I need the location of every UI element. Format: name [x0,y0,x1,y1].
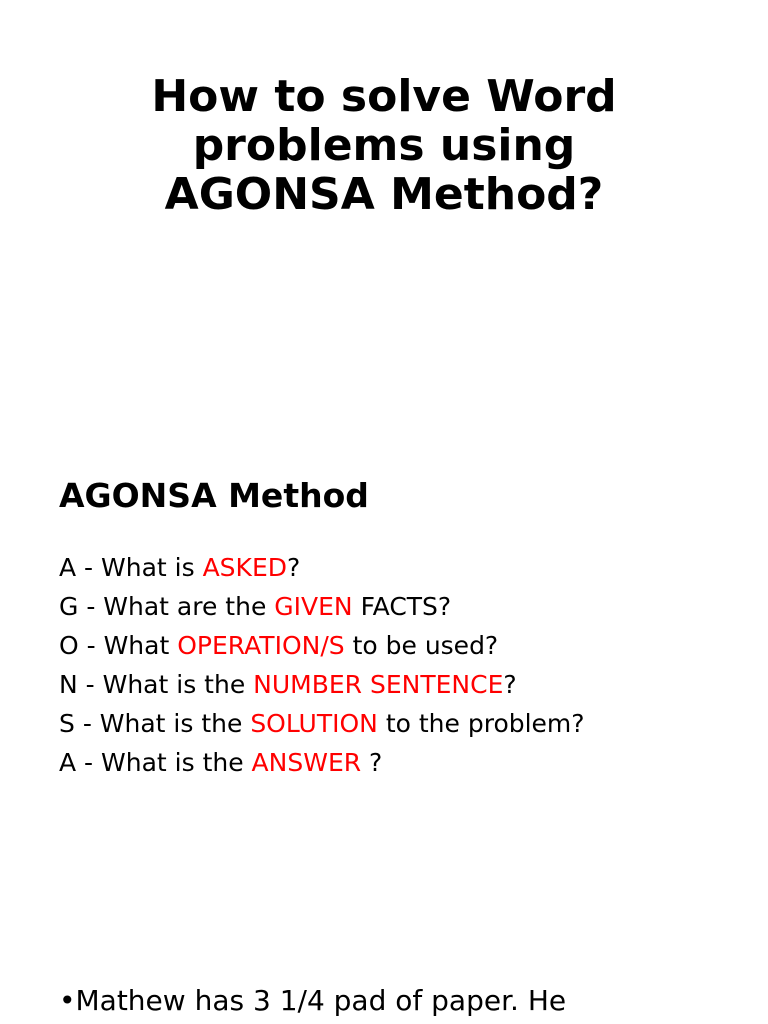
slide-title [0,72,768,219]
step-suffix: ? [361,748,383,777]
step-keyword: SOLUTION [250,709,378,738]
step-answer [59,743,585,782]
step-asked [59,548,585,587]
step-keyword: ASKED [202,553,287,582]
step-prefix: A - What is the [59,748,252,777]
slide-title-line-3: AGONSA Method? [164,169,604,220]
step-keyword: ANSWER [251,748,362,777]
step-suffix: ? [503,670,517,699]
section-heading: AGONSA Method [59,476,369,515]
step-prefix: S - What is the [59,709,251,738]
step-suffix: ? [287,553,301,582]
step-solution [59,704,585,743]
step-suffix: to be used? [344,631,499,660]
step-suffix: to the problem? [377,709,585,738]
step-given [59,587,585,626]
step-prefix: O - What [59,631,178,660]
step-operation [59,626,585,665]
step-suffix: FACTS? [352,592,452,621]
step-keyword: NUMBER SENTENCE [253,670,504,699]
step-keyword: GIVEN [274,592,353,621]
step-number-sentence [59,665,585,704]
step-prefix: G - What are the [59,592,275,621]
step-keyword: OPERATION/S [177,631,345,660]
word-problem-text: •Mathew has 3 1/4 pad of paper. He [59,984,567,1017]
slide-title-line-2: problems using [192,120,576,171]
slide-title-line-1: How to solve Word [151,71,617,122]
agonsa-steps-list [59,548,585,782]
step-prefix: A - What is [59,553,203,582]
step-prefix: N - What is the [59,670,254,699]
